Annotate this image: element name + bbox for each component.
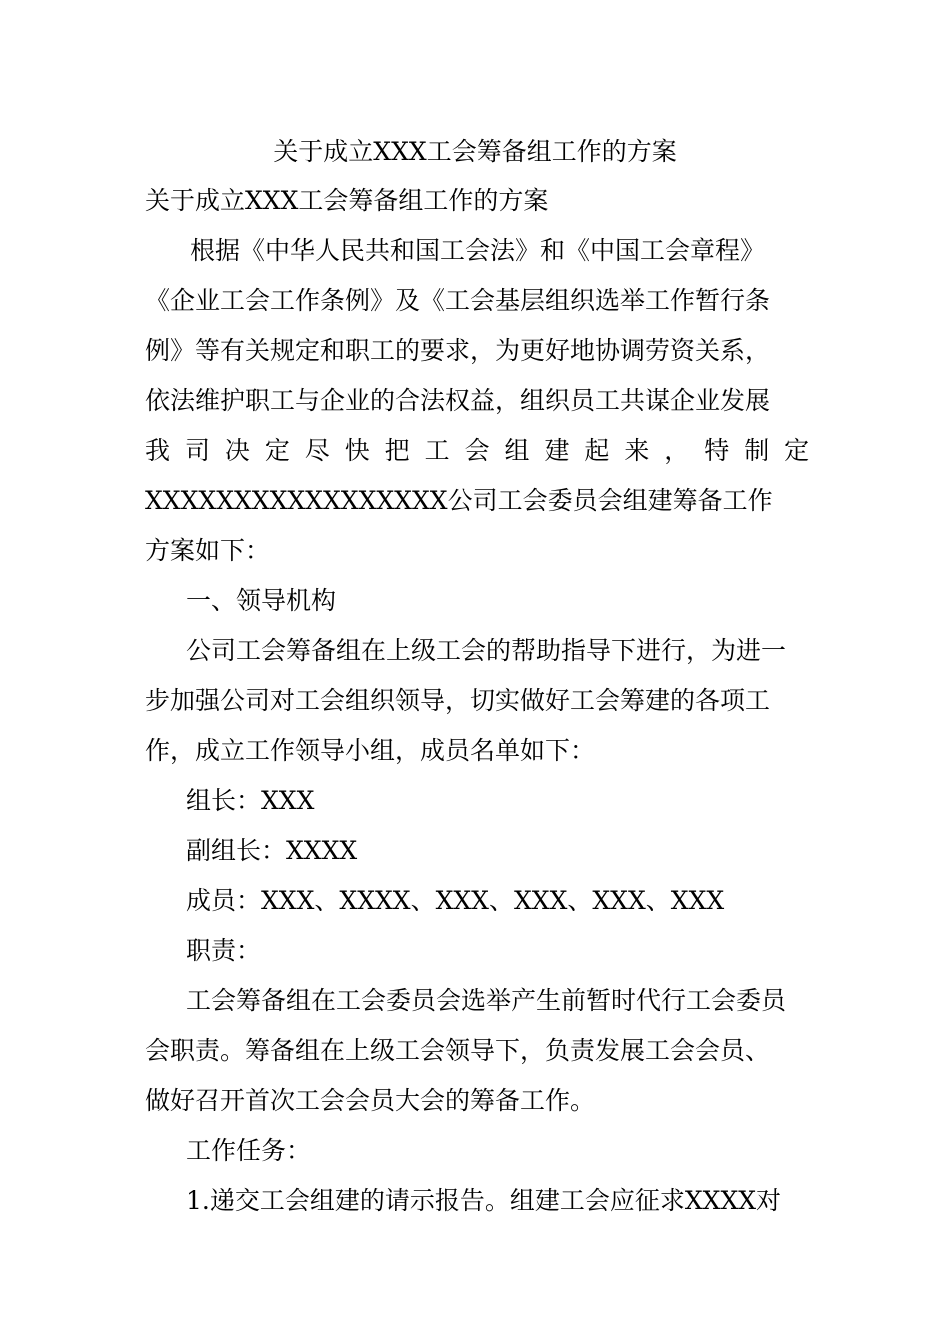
- document-title: 关于成立XXX工会筹备组工作的方案: [273, 137, 677, 166]
- intro-line-5: 我 司 决 定 尽 快 把 工 会 组 建 起 来 ， 特 制 定: [145, 436, 807, 465]
- deputy-line: 副组长：XXXX: [186, 836, 358, 865]
- leader-line: 组长：XXX: [186, 786, 315, 815]
- intro-line-4: 依法维护职工与企业的合法权益，组织员工共谋企业发展: [145, 386, 771, 415]
- duties-line-2: 会职责。筹备组在上级工会领导下，负责发展工会会员、: [145, 1036, 771, 1065]
- members-line: 成员：XXX、XXXX、XXX、XXX、XXX、XXX: [186, 886, 725, 915]
- tasks-label: 工作任务：: [186, 1136, 312, 1165]
- intro-line-7: 方案如下：: [145, 536, 271, 565]
- duties-line-1: 工会筹备组在工会委员会选举产生前暂时代行工会委员: [186, 986, 787, 1015]
- task-1-line: 1.递交工会组建的请示报告。组建工会应征求XXXX对: [186, 1186, 782, 1215]
- section-1-line-3: 作，成立工作领导小组，成员名单如下：: [145, 736, 596, 765]
- duties-line-3: 做好召开首次工会会员大会的筹备工作。: [145, 1086, 596, 1115]
- intro-line-3: 例》等有关规定和职工的要求，为更好地协调劳资关系，: [145, 336, 771, 365]
- intro-line-1: 根据《中华人民共和国工会法》和《中国工会章程》: [190, 236, 766, 265]
- duties-label: 职责：: [186, 936, 262, 965]
- document-heading: 关于成立XXX工会筹备组工作的方案: [145, 186, 549, 215]
- section-1-line-2: 步加强公司对工会组织领导，切实做好工会筹建的各项工: [145, 686, 771, 715]
- section-1-title: 一、领导机构: [186, 586, 337, 615]
- section-1-line-1: 公司工会筹备组在上级工会的帮助指导下进行，为进一: [186, 636, 787, 665]
- intro-line-6: XXXXXXXXXXXXXXXXX公司工会委员会组建筹备工作: [145, 486, 773, 515]
- intro-line-2: 《企业工会工作条例》及《工会基层组织选举工作暂行条: [145, 286, 771, 315]
